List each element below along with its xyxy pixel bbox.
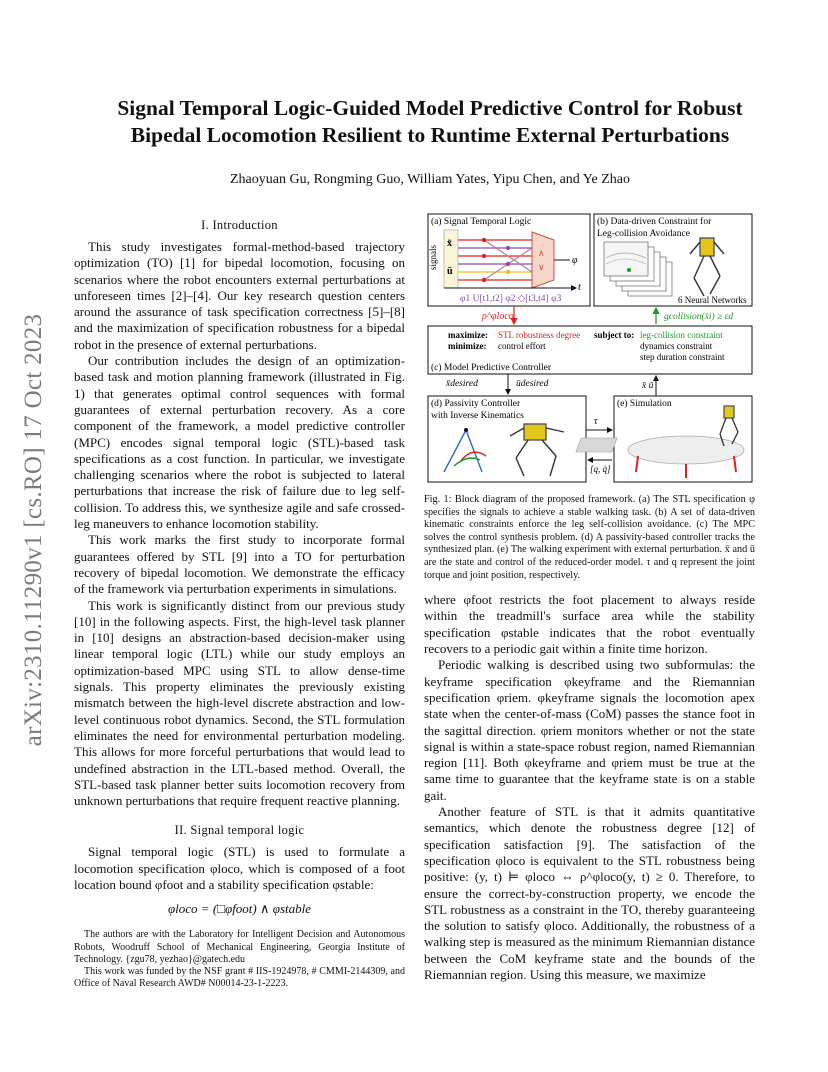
- signals-label: signals: [428, 244, 438, 270]
- block-diagram: [424, 210, 755, 488]
- intro-paragraph-3: This work marks the first study to incorporate formal guarantees offered by STL [9] into a TO for perturbation recovery of bipedal locomotion. We demonstrate the efficacy of the framework via perturbation experiments in simulations.: [74, 532, 405, 597]
- maximize-value: STL robustness degree: [498, 330, 581, 340]
- svg-text:∧: ∧: [538, 248, 545, 258]
- maximize-key: maximize:: [448, 330, 488, 340]
- panel-b-label-2: Leg-collision Avoidance: [597, 229, 690, 239]
- joint-state-label: [q, q̇]: [590, 464, 611, 474]
- u-desired-label: ūdesired: [516, 379, 549, 389]
- section-heading-introduction: I. Introduction: [201, 218, 278, 232]
- x-desired-label: x̄desired: [446, 379, 478, 389]
- author-list: Zhaoyuan Gu, Rongming Guo, William Yates, Yipu Chen, and Ye Zhao: [230, 172, 630, 187]
- logic-gate: [532, 232, 554, 288]
- stl-paragraph-1: Signal temporal logic (STL) is used to formulate a locomotion specification φloco, which is composed of a foot location bound φfoot and a stability specification φstable:: [74, 844, 405, 892]
- x-signal: x̄: [447, 238, 452, 249]
- robot-figure-d: [510, 424, 564, 476]
- constraint-dynamics: dynamics constraint: [640, 341, 713, 351]
- minimize-key: minimize:: [448, 341, 487, 351]
- footnote-affiliation: The authors are with the Laboratory for Intelligent Decision and Autonomous Robots, Woodruff School of Mechanical Engineering, Georgia Institute of Technology. {zgu78, yezhao}@gatech.edu: [74, 929, 405, 965]
- constraint-duration: step duration constraint: [640, 352, 725, 362]
- inverse-kinematics-sketch: [444, 428, 486, 472]
- collision-constraint-label: gcollision(x̄i) ≥ εd: [664, 312, 734, 322]
- left-column: [74, 218, 405, 991]
- figure-1: [424, 210, 755, 488]
- intro-paragraph-1: This study investigates formal-method-based trajectory optimization (TO) [1] for bipedal locomotion, focusing on scenarios where the robot encounters external perturbations at unforeseen times [2]–[4]. Our key research question centers around the assurance of task specification correctness [5]–[8] and the maximization of specification robustness for a bipedal robot in the presence of external perturbations.: [74, 239, 405, 352]
- section-heading-stl: II. Signal temporal logic: [174, 823, 305, 838]
- panel-b-label-1: (b) Data-driven Constraint for: [597, 217, 712, 227]
- right-paragraph-3: Another feature of STL is that it admits quantitative semantics, which denote the robustness degree [12] of specification satisfaction [9]. The satisfaction of the specification φloco is equivalent to the STL robustness being positive: (y, t) ⊨ φloco ⇔ ρ^φloco(y, t) ≥ 0. Therefore, to ensure the correct-by-construction property, we encode the STL robustness as a constraint in the TO, thereby guaranteeing the solution to satisfy φloco. Additionally, the robustness of a walking step is measured as the minimum Riemannian distance between the CoM keyframe state and the bounds of the Riemannian region. Using this measure, we maximize: [424, 804, 755, 982]
- time-axis-label: t: [578, 282, 581, 293]
- neural-network-plots: [604, 242, 672, 296]
- robot-figure-b: [690, 238, 724, 296]
- subject-to-key: subject to:: [594, 330, 635, 340]
- panel-d-label-2: with Inverse Kinematics: [431, 411, 524, 421]
- stl-formula: φ1 U[t1,t2] φ2 ◇[t3,t4] φ3: [460, 294, 562, 304]
- right-paragraph-1: where φfoot restricts the foot placement to always reside within the treadmill's surface area while the stability specification φstable indicates that the robot eventually recovers to a periodic gait within a finite time horizon.: [424, 592, 755, 657]
- phi-output: φ: [572, 255, 578, 266]
- panel-c-label: (c) Model Predictive Controller: [431, 363, 552, 373]
- intro-paragraph-2: Our contribution includes the design of an optimization-based task and motion planning framework (illustrated in Fig. 1) that generates optimal control sequences with formal guarantees of external perturbation recovery. As a core component of the framework, a model predictive controller (MPC) encodes signal temporal logic (STL)-based task specifications as a cost function. In particular, we investigate challenging scenarios where the robot is subjected to lateral perturbations that increase the risk of failure due to leg self-collision. To address this, we synthesize agile and safe crossed-leg maneuvers to enhance locomotion stability.: [74, 353, 405, 532]
- equation-phi-loco: φloco = (□φfoot) ∧ φstable: [167, 901, 312, 917]
- svg-text:∨: ∨: [538, 262, 545, 272]
- panel-a-label: (a) Signal Temporal Logic: [431, 217, 532, 227]
- torque-label: τ: [594, 416, 598, 427]
- panel-d-label-1: (d) Passivity Controller: [431, 399, 521, 409]
- right-column: [424, 210, 755, 983]
- panel-e-label: (e) Simulation: [617, 399, 672, 409]
- right-paragraph-2: Periodic walking is described using two subformulas: the keyframe specification φkeyframe and the Riemannian specification φriem. φkeyframe signals the locomotion apex state when the center-of-mass (CoM) passes the stance foot in the sagittal direction. φriem monitors whether or not the state signal is within a state-space robust region, named Riemannian region [11]. Both φkeyframe and φriem must be true at the same time to guarantee that the keyframe state is on a stable gait.: [424, 657, 755, 803]
- title-line-1: Signal Temporal Logic-Guided Model Predictive Control for Robust: [117, 96, 743, 120]
- figure-1-caption: Fig. 1: Block diagram of the proposed framework. (a) The STL specification φ specifies the signals to achieve a stable walking task. (b) A set of data-driven kinematic constraints enforce the leg self-collision avoidance. (c) The MPC solves the control synthesis problem. (d) A passivity-based controller tracks the synthesized plan. (e) The walking experiment with external perturbation. x̄ and ū are the state and control of the reduced-order model. τ and q represent the joint torque and joint position, respectively.: [424, 494, 755, 581]
- rho-label: ρ^φloco: [482, 311, 514, 322]
- arxiv-identifier: arXiv:2310.11290v1 [cs.RO] 17 Oct 2023: [20, 313, 47, 747]
- u-signal: ū: [447, 266, 453, 277]
- footnote-funding: This work was funded by the NSF grant # IIS-1924978, # CMMI-2144309, and Office of Naval Research AWD# N00014-23-1-2223.: [74, 966, 405, 990]
- state-control-label: x̄ ū: [642, 381, 654, 391]
- minimize-value: control effort: [498, 341, 546, 351]
- nn-label: 6 Neural Networks: [678, 295, 747, 305]
- arxiv-sidebar: [14, 250, 54, 810]
- paper-title: [70, 95, 790, 149]
- title-line-2: Bipedal Locomotion Resilient to Runtime External Perturbations: [130, 123, 730, 147]
- constraint-collision: leg-collision constraint: [640, 330, 723, 340]
- intro-paragraph-4: This work is significantly distinct from our previous study [10] in the following aspects. First, the high-level task planner in [10] designs an abstraction-based decision-maker using linear temporal logic (LTL) while our study employs an optimization-based MPC using STL to allow dense-time signals. This property eliminates the previously existing mismatch between the high-level discrete abstraction and low-level continuous robot dynamics. Second, the STL formulation eliminates the need for environmental perturbation modeling. This allows for more forceful perturbations that would lead to undefined abstraction in the LTL-based method. Overall, the STL-based task planner better suits locomotion recovery from unknown perturbations that require frequent reactive planning.: [74, 597, 405, 809]
